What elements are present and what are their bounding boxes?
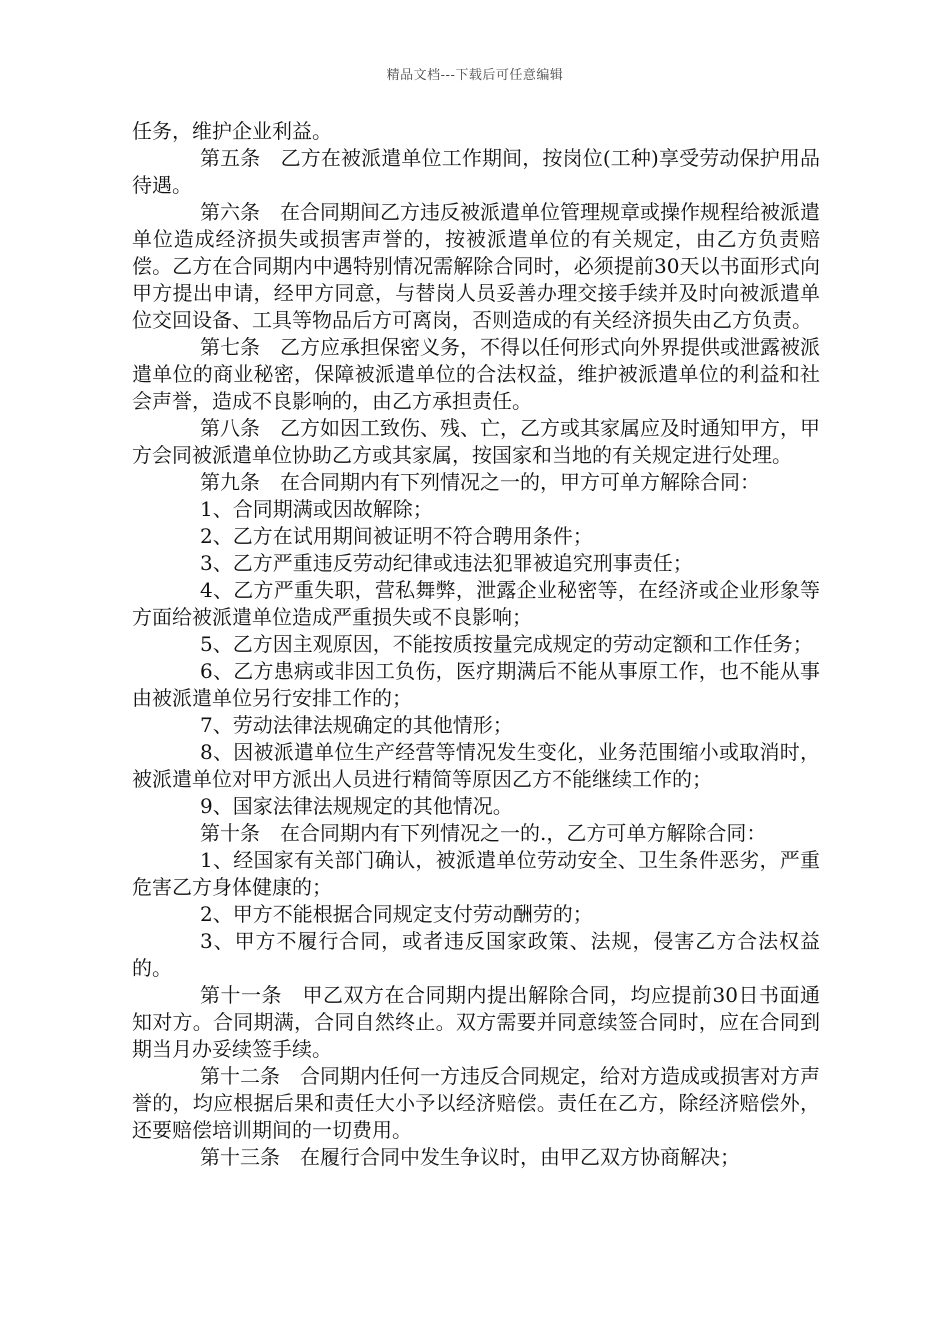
clause-9-item-8: 8、因被派遣单位生产经营等情况发生变化，业务范围缩小或取消时，被派遣单位对甲方派出人员进行精简等原因乙方不能继续工作的； bbox=[132, 740, 820, 791]
clause-5: 第五条 乙方在被派遣单位工作期间，按岗位(工种)享受劳动保护用品待遇。 bbox=[132, 146, 820, 197]
clause-9-item-1: 1、合同期满或因故解除； bbox=[200, 497, 433, 521]
clause-10-item-2: 2、甲方不能根据合同规定支付劳动酬劳的； bbox=[200, 902, 593, 926]
clause-9: 第九条 在合同期内有下列情况之一的，甲方可单方解除合同： bbox=[200, 470, 760, 494]
clause-9-item-9: 9、国家法律法规规定的其他情况。 bbox=[200, 794, 513, 818]
clause-8: 第八条 乙方如因工致伤、残、亡，乙方或其家属应及时通知甲方，甲方会同被派遣单位协助乙方或其家属，按国家和当地的有关规定进行处理。 bbox=[132, 416, 820, 467]
clause-9-item-5: 5、乙方因主观原因，不能按质按量完成规定的劳动定额和工作任务； bbox=[200, 632, 813, 656]
clause-11: 第十一条 甲乙双方在合同期内提出解除合同，均应提前30日书面通知对方。合同期满，合同自然终止。双方需要并同意续签合同时，应在合同到期当月办妥续签手续。 bbox=[132, 983, 820, 1061]
paragraph-continuation: 任务，维护企业利益。 bbox=[132, 119, 332, 143]
clause-10-item-3: 3、甲方不履行合同，或者违反国家政策、法规，侵害乙方合法权益的。 bbox=[132, 929, 820, 980]
document-body bbox=[132, 118, 820, 1171]
clause-7: 第七条 乙方应承担保密义务，不得以任何形式向外界提供或泄露被派遣单位的商业秘密，保障被派遣单位的合法权益，维护被派遣单位的利益和社会声誉，造成不良影响的，由乙方承担责任。 bbox=[132, 335, 820, 413]
clause-9-item-4: 4、乙方严重失职，营私舞弊，泄露企业秘密等，在经济或企业形象等方面给被派遣单位造成严重损失或不良影响； bbox=[132, 578, 820, 629]
clause-10: 第十条 在合同期内有下列情况之一的.，乙方可单方解除合同： bbox=[200, 821, 767, 845]
clause-6: 第六条 在合同期间乙方违反被派遣单位管理规章或操作规程给被派遣单位造成经济损失或损害声誉的，按被派遣单位的有关规定，由乙方负责赔偿。乙方在合同期内中遇特别情况需解除合同时，必须提前30天以书面形式向甲方提出申请，经甲方同意，与替岗人员妥善办理交接手续并及时向被派遣单位交回设备、工具等物品后方可离岗，否则造成的有关经济损失由乙方负责。 bbox=[132, 200, 820, 332]
clause-10-item-1: 1、经国家有关部门确认，被派遣单位劳动安全、卫生条件恶劣，严重危害乙方身体健康的； bbox=[132, 848, 820, 899]
clause-9-item-3: 3、乙方严重违反劳动纪律或违法犯罪被追究刑事责任； bbox=[200, 551, 693, 575]
clause-9-item-6: 6、乙方患病或非因工负伤，医疗期满后不能从事原工作，也不能从事由被派遣单位另行安排工作的； bbox=[132, 659, 820, 710]
clause-13: 第十三条 在履行合同中发生争议时，由甲乙双方协商解决； bbox=[200, 1145, 740, 1169]
clause-12: 第十二条 合同期内任何一方违反合同规定，给对方造成或损害对方声誉的，均应根据后果和责任大小予以经济赔偿。责任在乙方，除经济赔偿外，还要赔偿培训期间的一切费用。 bbox=[132, 1064, 820, 1142]
clause-9-item-2: 2、乙方在试用期间被证明不符合聘用条件； bbox=[200, 524, 593, 548]
clause-9-item-7: 7、劳动法律法规确定的其他情形； bbox=[200, 713, 513, 737]
page-header: 精品文档---下载后可任意编辑 bbox=[386, 68, 564, 83]
